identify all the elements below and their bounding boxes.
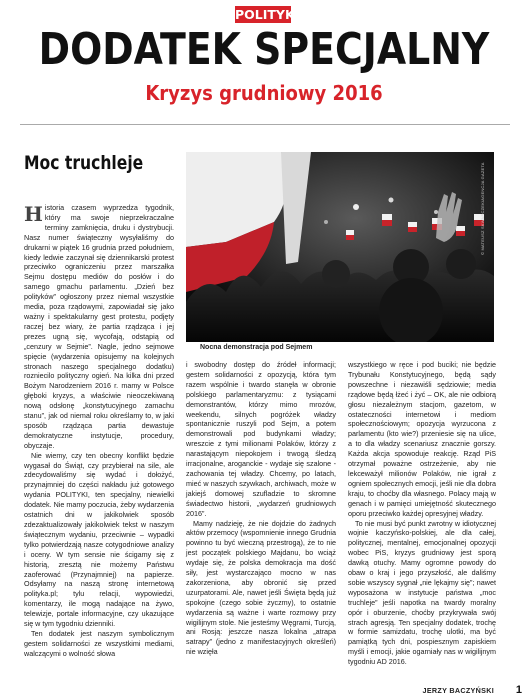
polityka-logo: POLITYKA (235, 7, 305, 22)
demonstration-photo (186, 152, 494, 342)
article-column-3 (348, 360, 496, 667)
page-title: DODATEK SPECJALNY (38, 24, 490, 75)
photo-credit: © MATEUSZ SKWARCZEK/AGENCJA GAZETA (480, 162, 485, 255)
header-divider (20, 124, 510, 125)
article-column-1 (24, 203, 174, 659)
photo-caption: Nocna demonstracja pod Sejmem (200, 344, 313, 351)
paragraph: Nie wiemy, czy ten obecny konflikt będzie wygasał do Świąt, czy przybierał na sile, ale zdecydowaliśmy się wydać i dołożyć, przynajmniej do części nakładu już gotowego wydania POLITYKI, ten specjalny, niewielki dodatek. Nie mamy poczucia, żeby wydarzenia ostatnich dni w jakikolwiek sposób zdezaktualizowały jakikolwiek tekst w naszym świątecznym wydaniu, przeciwnie – wypadki tylko potwierdzają nasze cotygodniowe analizy i oceny. W tym sensie nie ścigamy się z historią, zresztą nie możemy Państwu zaoferować (Przynajmniej) na papierze. Odsyłamy na naszą stronę internetową polityka.pl; tylu relacji, wypowiedzi, komentarzy, ile mogą nadające na żywo, telewizje, portale informacyjne, czy ukazujące się w tym tygodniu dzienniki. (24, 450, 174, 629)
page-subtitle: Kryzys grudniowy 2016 (145, 81, 383, 105)
paragraph: istoria czasem wyprzedza tygodnik, który ma swoje nieprzekraczalne terminy zamknięcia, druku i dystrybucji. Nasz numer świąteczny wysyłaliśmy do drukarni w piątek 16 grudnia przed południem, kiedy ledwie zaczynał się dziennikarski protest przeciwko ograniczeniu przez marszałka Sejmu dostępu mediów do posłów i do samego gmachu parlamentu. „Dzień bez polityków” ogłoszony przez niemal wszystkie media, poza rządowymi, zapowiadał się jako ważny i spektakularny gest protestu, podjęty raczej bez wiary, że partia rządząca i jej prezes ugną się, wycofają, odstąpią od „cenzury w Sejmie”. Nagle, jedno sejmowe spięcie (wydarzenia opisujemy na kolejnych stronach naszego specjalnego dodatku) rozniecilo polityczny ogień. Na kilka dni przed Bożym Narodzeniem 2016 r. mamy w Polsce głęboki kryzys, a właściwie nieoczekiwaną nową odsłonę „konstytucyjnego zamachu stanu”, jak od niemal roku określamy to, w jaki sposób rządząca partia dewastuje demokratyczne instytucje, procedury, obyczaje. (24, 203, 174, 450)
paragraph: i swobodny dostęp do źródeł informacji; gestem solidarności z opozycją, która tym razem wspólnie i twardo stanęła w obronie polskiego parlamentaryzmu: z tysiącami demonstrantów, którzy mimo mrozów, weekendu, silnych pogróżek władzy spontanicznie ruszyli pod Sejm, a potem demonstrowali pod budynkami władzy; wreszcie z tymi milionami Polaków, którzy z narastającym niepokojem i trwogą śledzą irracjonalne, aroganckie - wydaje się szalone - zachowania tej władzy. Chcemy, po latach, mieć w naszych szywkach, archiwach, może w jakiejś domowej szufladzie to skromne świadectwo historii, „wydarzeń grudniowych 2016”. (186, 360, 336, 518)
page-number: 1 (515, 684, 522, 696)
paragraph: Ten dodatek jest naszym symbolicznym gestem solidarności ze wszystkimi mediami, walczącymi o wolność słowa (24, 628, 174, 658)
author-signature: JERZY BACZYŃSKI (422, 686, 494, 695)
paragraph: Mamy nadzieję, że nie dojdzie do żadnych aktów przemocy (wspomnienie innego Grudnia powinno tu być wieczną przestrogą), że to nie jest początek polskiego Majdanu, bo wciąż wydaje się, że polska demokracja ma dość siły, jest wystarczająco mocno w nas zakorzeniona, aby obronić się przed uzurpatorami. Ale, nawet jeśli Święta będą już spokojne (czego sobie życzmy), to ostatnie wydarzenia są ważne i warte rozmowy przy wigilijnym stole. Nie jesteśmy Węgrami, Turcją, ani Rosją: jeszcze nasza lokalna „atrapa satrapy” (jedno z manifestacyjnych określeń) nie wzięła (186, 518, 336, 657)
paragraph: wszystkiego w ręce i pod buciki; nie będzie Trybunału Konstytucyjnego, będą sądy powszechne i niezawiśli sędziowie; media rządowe będą łżeć i żyć – OK, ale nie odbiorą głosu niezależnym stacjom, gazetom, w ostateczności internetowi i mediom społecznościowym; opozycja wyrzucona z parlamentu (kto wie?) przeniesie się na ulice, a to dla władzy scenariusz znacznie gorszy. Każda akcja spowoduje reakcję. Rząd PiS otrzymał poważne ostrzeżenie, aby nie lekceważył milionów Polaków, nie igrał z ogniem społecznych emocji, jeśli nie dla dobra kraju, to choćby dla własnego. Polacy mają w genach i w pamięci umiejętność skutecznego oporu przeciwko każdej opresyjnej władzy. (348, 360, 496, 518)
paragraph: To nie musi być punkt zwrotny w idiotycznej wojnie kaczyńsko-polskiej, ale dla całej, politycznej, mentalnej, emocjonalnej opozycji wobec PiS, kryzys grudniowy jest sporą dawką otuchy. Mamy ogromne powody do obaw o kraj i jego przyszłość, ale daliśmy sobie wszyscy sygnał „nie lękajmy się”; nawet wyposażona w instytucje państwa „moc truchleje” jeśli napotka na twardy moralny opór i oburzenie, choćby przykrywała swój strach agresją. Ten specjalny dodatek, trochę w formie samizdatu, trochę ulotki, ma być pamiątką tych dni, pospiesznym zapiskiem myśli i emocji, jakie ogarniały nas w wigilijnym tygodniu AD 2016. (348, 518, 496, 667)
article-column-2 (186, 360, 336, 657)
drop-cap: H (24, 202, 43, 226)
article-title: Moc truchleje (24, 152, 144, 174)
